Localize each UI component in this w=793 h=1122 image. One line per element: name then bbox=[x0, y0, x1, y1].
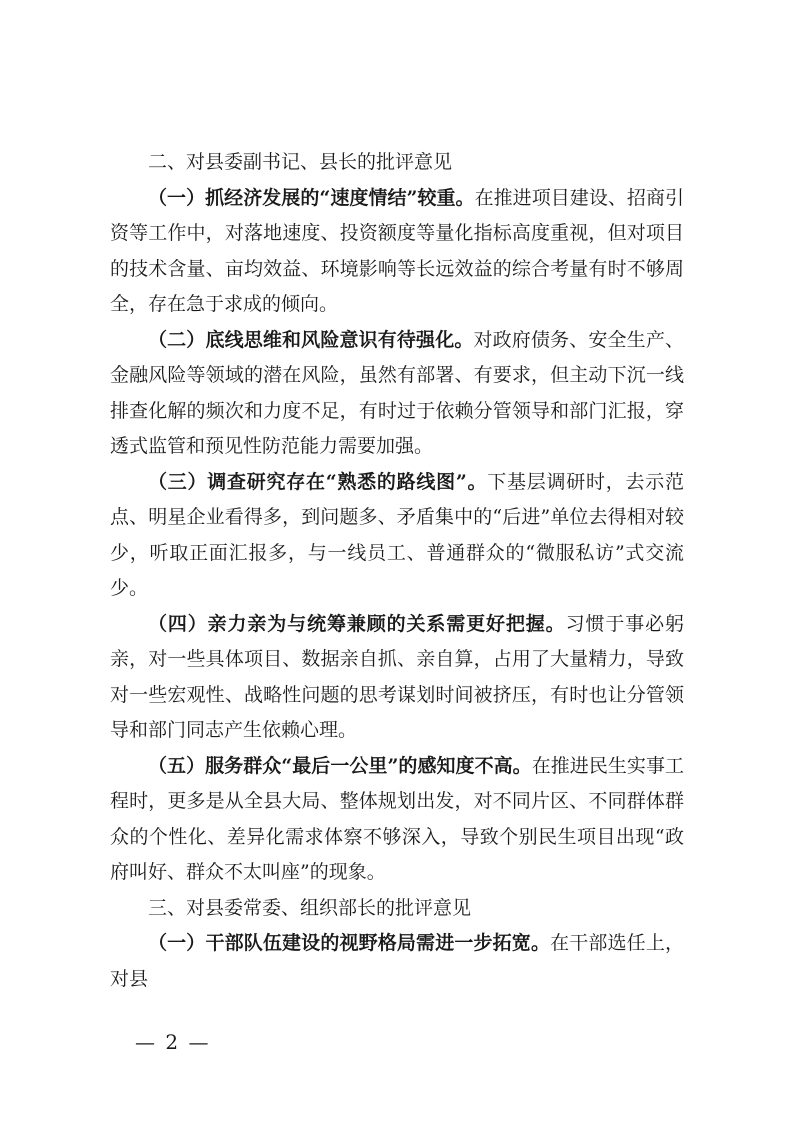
paragraph-body: 对政府债务、安全生产、金融风险等领域的潜在风险，虽然有部署、有要求，但主动下沉一线排查化解的频次和力度不足，有时过于依赖分管领导和部门汇报，穿透式监管和预见性防范能力需要加强。 bbox=[110, 328, 684, 457]
paragraph-2-4 bbox=[110, 607, 684, 749]
paragraph-3-1 bbox=[110, 926, 684, 997]
paragraph-2-2 bbox=[110, 323, 684, 465]
paragraph-2-5 bbox=[110, 749, 684, 891]
paragraph-body: 在推进民生实事工程时，更多是从全县大局、整体规划出发，对不同片区、不同群体群众的个性化、差异化需求体察不够深入，导致个别民生项目出现“政府叫好、群众不太叫座”的现象。 bbox=[110, 754, 684, 883]
paragraph-lead: （三）调查研究存在“熟悉的路线图”。 bbox=[148, 470, 488, 493]
paragraph-lead: （一）抓经济发展的“速度情结”较重。 bbox=[148, 186, 475, 209]
paragraph-2-1 bbox=[110, 181, 684, 323]
paragraph-body: 下基层调研时，去示范点、明星企业看得多，到问题多、矛盾集中的“后进”单位去得相对较少，听取正面汇报多，与一线员工、普通群众的“微服私访”式交流少。 bbox=[110, 470, 684, 599]
paragraph-lead: （一）干部队伍建设的视野格局需进一步拓宽。 bbox=[148, 932, 551, 954]
paragraph-2-3 bbox=[110, 465, 684, 607]
paragraph-lead: （四）亲力亲为与统筹兼顾的关系需更好把握。 bbox=[148, 612, 566, 635]
paragraph-body: 习惯于事必躬亲，对一些具体项目、数据亲自抓、亲自算，占用了大量精力，导致对一些宏观性、战略性问题的思考谋划时间被挤压，有时也让分管领导和部门同志产生依赖心理。 bbox=[110, 612, 684, 741]
document-body bbox=[110, 145, 684, 997]
page-number: — 2 — bbox=[135, 1030, 211, 1054]
paragraph-lead: （五）服务群众“最后一公里”的感知度不高。 bbox=[148, 754, 532, 777]
paragraph-lead: （二）底线思维和风险意识有待强化。 bbox=[148, 328, 474, 351]
section-heading-3: 三、对县委常委、组织部长的批评意见 bbox=[148, 896, 472, 919]
section-heading-2: 二、对县委副书记、县长的批评意见 bbox=[148, 151, 453, 173]
paragraph-body: 在推进项目建设、招商引资等工作中，对落地速度、投资额度等量化指标高度重视，但对项目的技术含量、亩均效益、环境影响等长远效益的综合考量有时不够周全，存在急于求成的倾向。 bbox=[110, 186, 684, 315]
paragraph-body: 在干部选任上，对县 bbox=[110, 932, 684, 990]
